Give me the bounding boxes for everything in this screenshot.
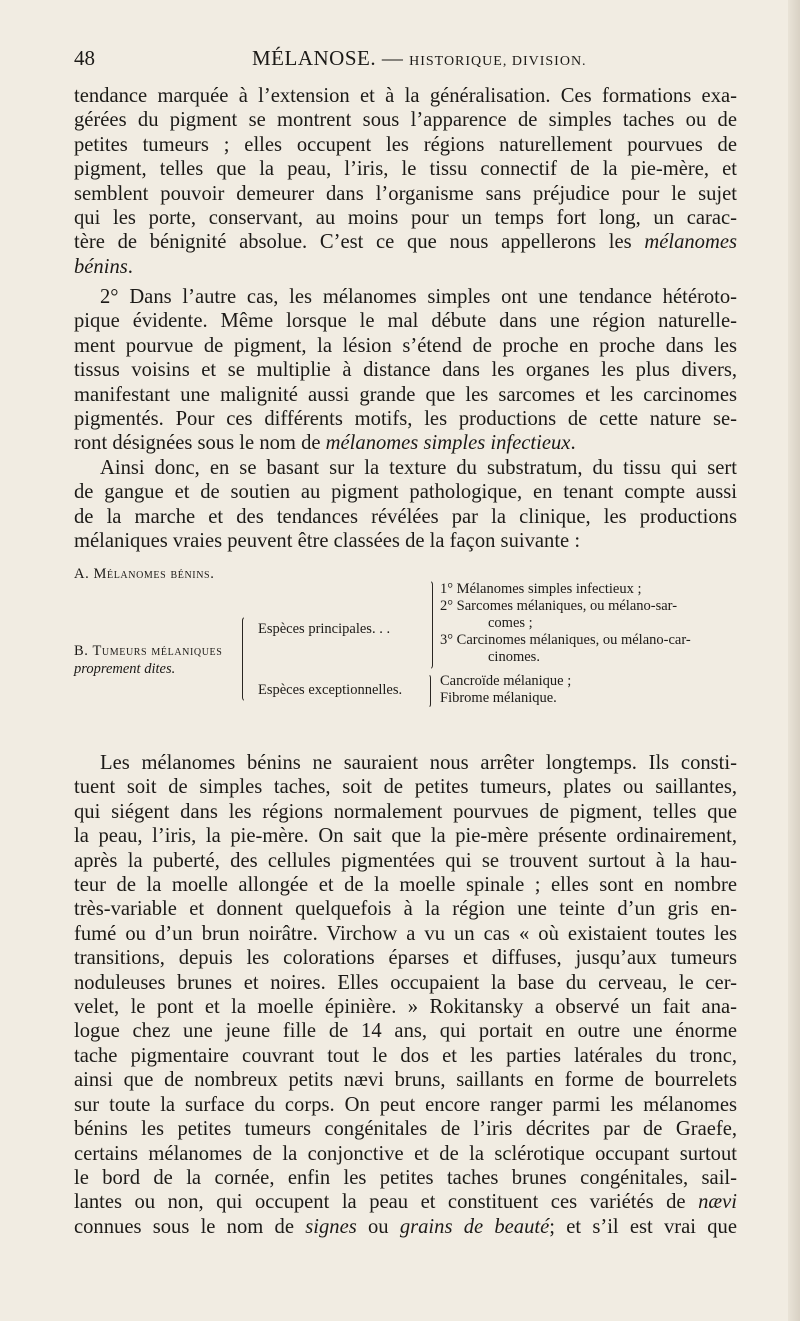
text-line: tache pigmentaire couvrant tout le dos et les parties latérales du tronc, bbox=[74, 1044, 737, 1067]
principal-brace bbox=[424, 580, 433, 670]
text-line: noduleuses brunes et noires. Elles occupaient la base du cerveau, le cer- bbox=[74, 971, 737, 994]
text-run: . bbox=[570, 432, 576, 455]
class-b-label bbox=[74, 642, 222, 678]
text-run: ; et s’il est vrai que bbox=[549, 1215, 737, 1238]
paragraph-3-text bbox=[74, 456, 737, 554]
especes-principales-label: Espèces principales. . . bbox=[258, 621, 391, 637]
text-line bbox=[74, 1215, 737, 1239]
text-line: après la puberté, des cellules pigmentées qui se trouvent surtout à la hau- bbox=[74, 849, 737, 872]
text-run: tère de bénignité absolue. C’est ce que nous appellerons les bbox=[74, 231, 632, 254]
text-line: teur de la moelle allongée et de la moelle spinale ; elles sont en nombre bbox=[74, 874, 737, 897]
text-line: de gangue et de soutien au pigment pathologique, en tenant compte aussi bbox=[74, 481, 737, 504]
class-b-line-2: proprement dites. bbox=[74, 661, 176, 677]
text-line: tuent soit de simples taches, soit de petites tumeurs, plates ou saillantes, bbox=[74, 776, 737, 799]
especes-exceptionnelles-label: Espèces exceptionnelles. bbox=[258, 682, 403, 698]
running-head bbox=[72, 46, 738, 76]
paragraph-4 bbox=[74, 751, 737, 1239]
text-line: sur toute la surface du corps. On peut encore ranger parmi les mélanomes bbox=[74, 1093, 737, 1116]
text-line: ainsi que de nombreux petits nævi bruns, saillants en forme de bourrelets bbox=[74, 1069, 737, 1092]
list-item: Fibrome mélanique. bbox=[440, 690, 557, 706]
paragraph-2-text bbox=[74, 285, 737, 456]
exception-brace bbox=[424, 674, 431, 708]
text-line: semblent pouvoir demeurer dans l’organisme sans préjudice pour le sujet bbox=[74, 182, 737, 205]
text-line: gérées du pigment se montrent sous l’apparence de simples taches ou de bbox=[74, 109, 737, 132]
italic-term: grains de beauté bbox=[399, 1215, 550, 1238]
class-a-label: A. Mélanomes bénins. bbox=[74, 566, 215, 582]
text-line: tendance marquée à l’extension et à la généralisation. Ces formations exa- bbox=[74, 85, 737, 107]
text-line: Ainsi donc, en se basant sur la texture du substratum, du tissu qui sert bbox=[100, 457, 737, 479]
paragraph-2 bbox=[74, 285, 737, 456]
text-line: très-variable et donnent quelquefois à la région une teinte d’un gris en- bbox=[74, 898, 737, 921]
title-main: MÉLANOSE. bbox=[252, 46, 377, 70]
text-run: ront désignées sous le nom de bbox=[74, 432, 321, 455]
exceptional-items bbox=[440, 673, 744, 707]
text-line: la peau, l’iris, la pie-mère. On sait que la pie-mère présente ordinairement, bbox=[74, 825, 737, 848]
text-line bbox=[74, 431, 737, 455]
text-line: 2° Dans l’autre cas, les mélanomes simples ont une tendance hétéroto- bbox=[100, 286, 737, 308]
text-line: fumé ou d’un brun noirâtre. Virchow a vu un cas « où existaient toutes les bbox=[74, 922, 737, 945]
main-brace bbox=[242, 616, 251, 702]
text-line: qui siégent dans les régions normalement pourvues de pigment, telles que bbox=[74, 800, 737, 823]
list-item: 3° Carcinomes mélaniques, ou mélano-car- bbox=[440, 632, 691, 648]
italic-term: bénins bbox=[74, 255, 128, 278]
text-run: . bbox=[127, 255, 133, 278]
list-item: 2° Sarcomes mélaniques, ou mélano-sar- bbox=[440, 598, 678, 614]
text-line: certains mélanomes de la conjonctive et de la sclérotique occupant surtout bbox=[74, 1142, 737, 1165]
text-line: logue chez une jeune fille de 14 ans, qui portait en outre une énorme bbox=[74, 1020, 737, 1043]
title-subtitle: HISTORIQUE, DIVISION. bbox=[409, 54, 587, 69]
italic-term: mélanomes simples infectieux bbox=[325, 432, 571, 455]
italic-term: nævi bbox=[698, 1191, 737, 1214]
text-line: bénins les petites tumeurs congénitales de l’iris décrites par de Graefe, bbox=[74, 1118, 737, 1141]
page-edge bbox=[788, 0, 800, 1321]
text-line: tissus voisins et se multiplie à distance dans les organes les plus divers, bbox=[74, 359, 737, 382]
paragraph-4-text bbox=[74, 751, 737, 1239]
list-item: comes ; bbox=[488, 615, 533, 631]
text-line: velet, le pont et la moelle épinière. » Rokitansky a observé un fait ana- bbox=[74, 996, 737, 1019]
text-line bbox=[74, 255, 737, 279]
text-line: transitions, depuis les colorations éparses et diffuses, jusqu’aux tumeurs bbox=[74, 947, 737, 970]
text-line: pique évidente. Même lorsque le mal débute dans une région naturelle- bbox=[74, 310, 737, 333]
paragraph-1-text bbox=[74, 84, 737, 279]
list-item: cinomes. bbox=[488, 649, 540, 665]
italic-term: signes bbox=[305, 1215, 357, 1238]
paragraph-1 bbox=[74, 84, 737, 279]
text-line: le bord de la cornée, enfin les petites taches brunes congénitales, sail- bbox=[74, 1166, 737, 1189]
list-item: Cancroïde mélanique ; bbox=[440, 673, 572, 689]
class-b-line-1: B. Tumeurs mélaniques bbox=[74, 643, 223, 659]
list-item: 1° Mélanomes simples infectieux ; bbox=[440, 581, 642, 597]
text-line bbox=[74, 1190, 737, 1214]
running-title bbox=[252, 46, 587, 71]
text-line: petites tumeurs ; elles occupent les régions naturellement pourvues de bbox=[74, 133, 737, 156]
title-dash: — bbox=[381, 46, 404, 70]
text-line: Les mélanomes bénins ne sauraient nous arrêter longtemps. Ils consti- bbox=[100, 752, 737, 774]
text-run: ou bbox=[367, 1215, 389, 1238]
text-line: ment pourvue de pigment, la lésion s’étend de proche en proche dans les bbox=[74, 334, 737, 357]
text-line: pigmentés. Pour ces différents motifs, les productions de cette nature se- bbox=[74, 408, 737, 431]
text-run: lantes ou non, qui occupent la peau et constituent ces variétés de bbox=[74, 1191, 686, 1214]
text-line: de la marche et des tendances révélées par la clinique, les productions bbox=[74, 505, 737, 528]
text-line bbox=[74, 230, 737, 254]
classification-table bbox=[74, 566, 744, 716]
text-line: qui les porte, conservant, au moins pour un temps fort long, un carac- bbox=[74, 207, 737, 230]
page-number: 48 bbox=[74, 46, 95, 70]
paragraph-3 bbox=[74, 456, 737, 554]
text-line: pigment, telles que la peau, l’iris, le tissu connectif de la pie-mère, et bbox=[74, 158, 737, 181]
italic-term: mélanomes bbox=[644, 231, 737, 254]
principal-items bbox=[440, 581, 744, 666]
text-line: mélaniques vraies peuvent être classées de la façon suivante : bbox=[74, 530, 581, 553]
text-run: connues sous le nom de bbox=[74, 1215, 294, 1238]
text-line: manifestant une malignité aussi grande que les sarcomes et les carcinomes bbox=[74, 383, 737, 406]
